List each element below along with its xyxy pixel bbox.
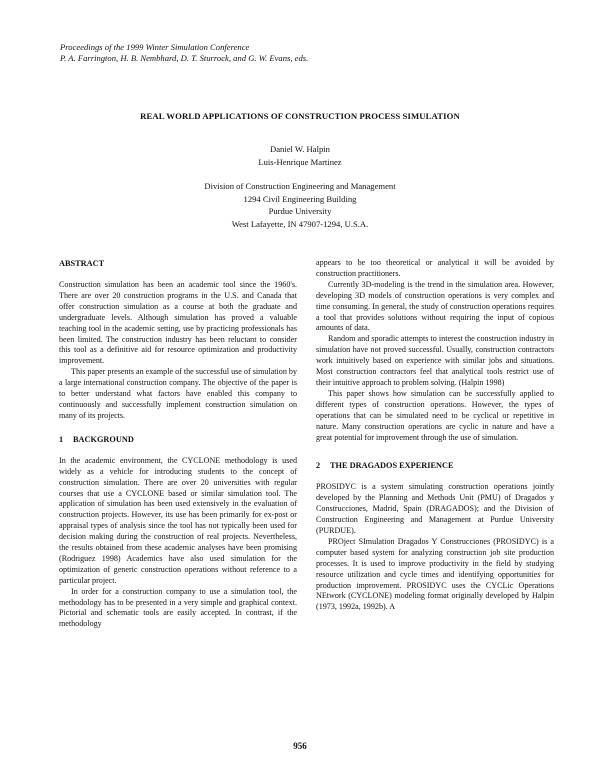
section-1-paragraph: In the academic environment, the CYCLONE methodology is used widely as a vehicle for introducing students to the concept of construction simulation. There are over 20 universities with regular courses that use a CYCLONE based or similar simulation tool. The application of simulation has been used extensively in the evaluation of construction projects. However, its use has been primarily for ex-post or appraisal types of analysis since the tool has not typically been used for decision making during the construction of real projects. Nevertheless, the results obtained from these academic analyses have been promising (Rodriguez 1998) Academics have also used simulation for the optimization of generic construction operations without reference to a particular project. [59,455,297,585]
section-2-paragraph: PROject SImulation Dragados Y Construcciones (PROSIDYC) is a computer based system for analyzing construction job site production processes. It is used to improve productivity in the field by studying resource utilization and cycle times and identifying opportunities for production improvement. PROSIDYC uses the CYCLic Operations NEtwork (CYCLONE) modeling format originally developed by Halpin (1973, 1992a, 1992b). A [316,536,554,612]
section-1-number: 1 [59,434,64,444]
affiliation-line-1: Division of Construction Engineering and Management [204,181,396,191]
section-1-paragraph: Currently 3D-modeling is the trend in the simulation area. However, developing 3D models of construction operations is very complex and time consuming. In general, the study of construction operations requires a tool that provides solutions without requiring the input of copious amounts of data. [316,279,554,333]
section-1-heading [59,434,297,445]
abstract-paragraph: This paper presents an example of the successful use of simulation by a large international construction company. The objective of the paper is to better understand what factors have enabled this company to continuously and successfully implement construction simulation on many of its projects. [59,367,297,420]
affiliation-line-4: West Lafayette, IN 47907-1294, U.S.A. [231,218,369,229]
section-2-number: 2 [316,461,321,471]
section-1-paragraph: In order for a construction company to use a simulation tool, the methodology has to be presented in a very simple and graphical context. Pictorial and schematic tools are easily accepted. In contrast, if the methodology [59,586,297,629]
section-2-paragraph: PROSIDYC is a system simulating construction operations jointly developed by the Planning and Methods Unit (PMU) of Dragados y Construcciones, Madrid, Spain (DRAGADOS); and the Division of Construction Engineering and Management at Purdue University (PURDUE). [316,482,554,536]
affiliation-line-2: 1294 Civil Engineering Building [243,193,357,204]
page-number: 956 [293,741,307,751]
author-2: Luis-Henrique Martinez [258,156,342,167]
authors [0,143,600,168]
section-1-paragraph-continued: appears to be too theoretical or analytical it will be avoided by construction practitioners. [316,258,554,278]
section-1-title: BACKGROUND [73,434,134,444]
abstract-heading: ABSTRACT [59,259,105,268]
proceedings-header [60,42,308,64]
section-2-title: THE DRAGADOS EXPERIENCE [330,461,454,471]
section-1-paragraph: This paper shows how simulation can be successfully applied to different types of construction operations. However, the types of operations that can be simulated need to be cyclical or repetitive in nature. Many construction operations are cyclic in nature and have a great potential for improvement through the use of simulation. [316,388,554,442]
affiliation-line-3: Purdue University [268,206,332,216]
affiliation [0,180,600,230]
paper-title: REAL WORLD APPLICATIONS OF CONSTRUCTION PROCESS SIMULATION [140,111,460,121]
author-1: Daniel W. Halpin [270,144,330,154]
section-1-paragraph: Random and sporadic attempts to interest the construction industry in simulation have not proved successful. Usually, construction contractors work intuitively based on experience with similar jobs and situations. Most construction contractors feel that analytical tools restrict use of their intuitive approach to problem solving. (Halpin 1998) [316,334,554,387]
right-column [316,258,554,613]
section-2-heading [316,460,554,471]
proceedings-line-1: Proceedings of the 1999 Winter Simulation Conference [60,42,250,52]
abstract-paragraph: Construction simulation has been an academic tool since the 1960's. There are over 20 construction programs in the U.S. and Canada that offer construction simulation as a course at both the graduate and undergraduate levels. Although simulation has proved a valuable teaching tool in the academic setting, use by practicing professionals has been limited. The construction industry has been reluctant to consider this tool as a definitive aid for resource optimization and productivity improvement. [59,280,297,366]
proceedings-line-2: P. A. Farrington, H. B. Nembhard, D. T. Sturrock, and G. W. Evans, eds. [60,53,309,63]
left-column [59,258,297,630]
